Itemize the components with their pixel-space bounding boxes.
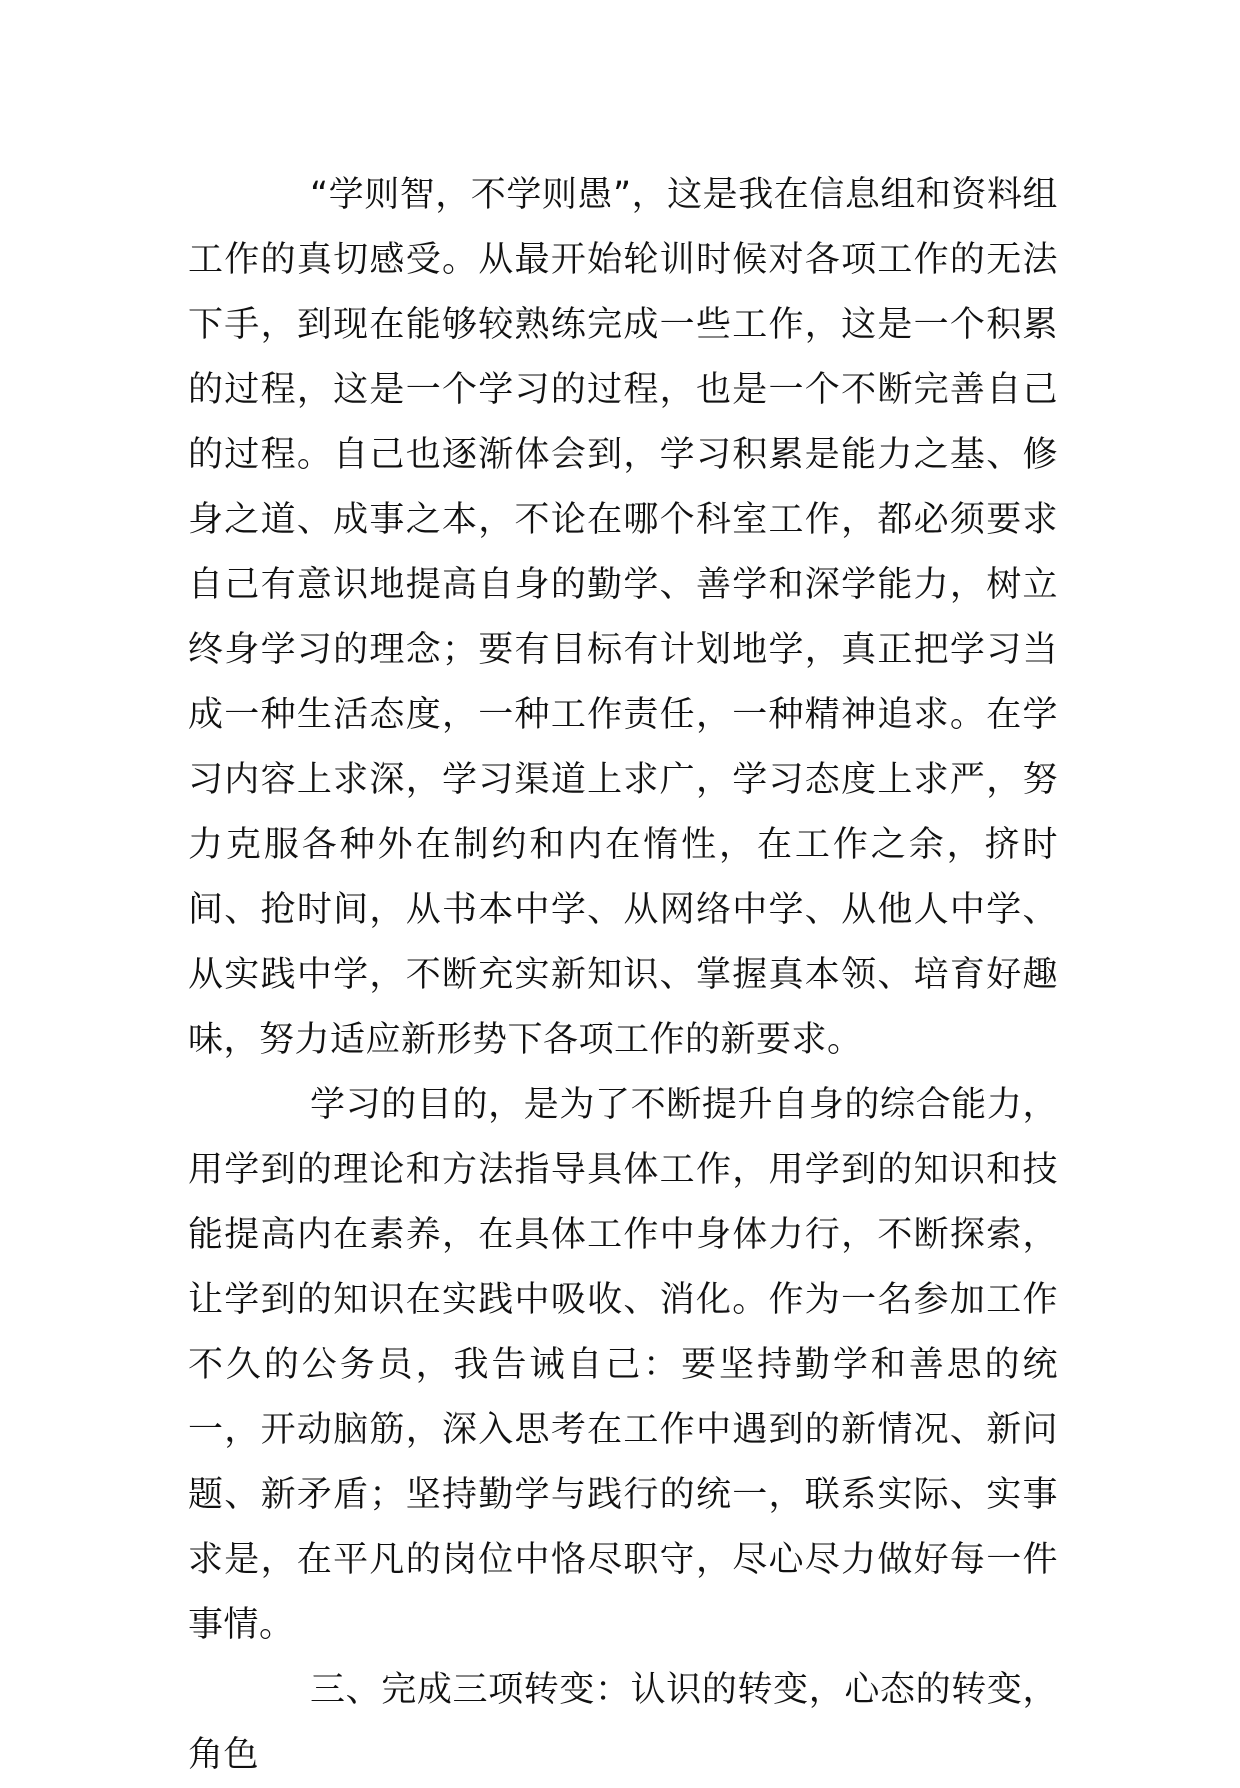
section-heading-three-transformations: 三、完成三项转变：认识的转变，心态的转变，角色 [188,1670,1058,1775]
paragraph-learning-purpose: 学习的目的，是为了不断提升自身的综合能力，用学到的理论和方法指导具体工作，用学到的知识和技能提高内在素养，在具体工作中身体力行，不断探索，让学到的知识在实践中吸收、消化。作为一名参加工作不久的公务员，我告诫自己：要坚持勤学和善思的统一，开动脑筋，深入思考在工作中遇到的新情况、新问题、新矛盾；坚持勤学与践行的统一，联系实际、实事求是，在平凡的岗位中恪尽职守，尽心尽力做好每一件事情。 [188,1085,1058,1645]
paragraph-learning-wisdom: “学则智，不学则愚”，这是我在信息组和资料组工作的真切感受。从最开始轮训时候对各项工作的无法下手，到现在能够较熟练完成一些工作，这是一个积累的过程，这是一个学习的过程，也是一个不断完善自己的过程。自己也逐渐体会到，学习积累是能力之基、修身之道、成事之本，不论在哪个科室工作，都必须要求自己有意识地提高自身的勤学、善学和深学能力，树立终身学习的理念；要有目标有计划地学，真正把学习当成一种生活态度，一种工作责任，一种精神追求。在学习内容上求深，学习渠道上求广，学习态度上求严，努力克服各种外在制约和内在惰性，在工作之余，挤时间、抢时间，从书本中学、从网络中学、从他人中学、从实践中学，不断充实新知识、掌握真本领、培育好趣味，努力适应新形势下各项工作的新要求。 [188,175,1058,1060]
document-body [188,163,1058,1788]
